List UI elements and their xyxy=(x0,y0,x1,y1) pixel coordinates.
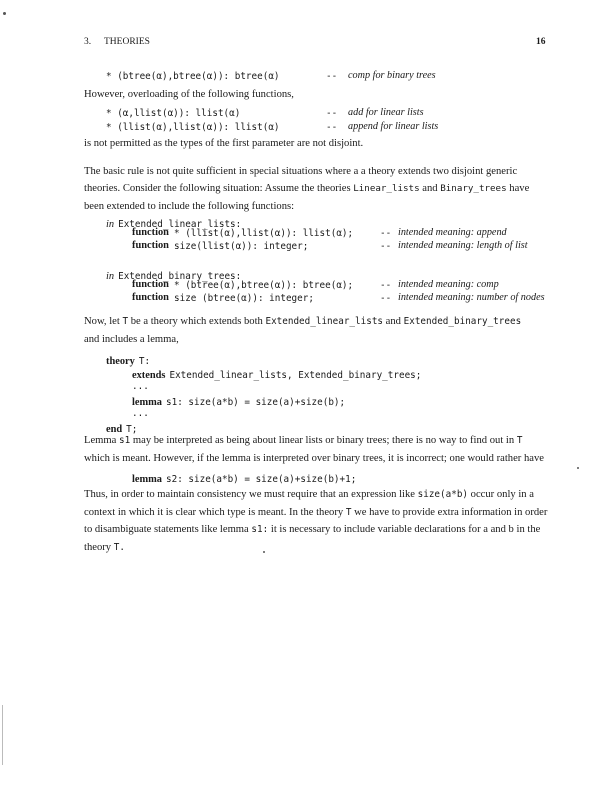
scan-speck xyxy=(3,12,6,15)
expression-code: size(a*b) xyxy=(417,489,469,500)
paragraph-line xyxy=(84,542,125,553)
line-text: Thus, in order to maintain consistency we must require that an expression like xyxy=(84,489,415,500)
line-text: theories. Consider the following situation: Assume the theories xyxy=(84,183,351,195)
paragraph-line xyxy=(84,524,540,535)
comment-dash: -- xyxy=(326,108,338,119)
theory-name: T; xyxy=(126,424,138,435)
line-text: Lemma xyxy=(84,435,117,446)
paragraph-basic-rule xyxy=(84,163,532,215)
comment-dash: -- xyxy=(326,122,338,133)
section-title: THEORIES xyxy=(104,37,150,47)
paragraph-line xyxy=(84,180,532,197)
function-comment: intended meaning: append xyxy=(398,227,507,238)
lemma-s2-code: s2: size(a*b) = size(a)+size(b)+1; xyxy=(166,474,357,485)
function-keyword: function xyxy=(132,279,169,290)
in-keyword: in xyxy=(106,219,115,230)
not-permitted-text: is not permitted as the types of the first parameter are not disjoint. xyxy=(84,138,364,149)
theory-name: Binary_trees xyxy=(440,183,507,195)
line-text: context in which it is clear which type is meant. In the theory xyxy=(84,507,344,518)
paragraph-line: been extended to include the following functions: xyxy=(84,200,295,212)
theory-name: Extended_linear_lists: xyxy=(118,219,242,230)
theory-name: Extended_binary_trees xyxy=(403,316,522,327)
comment-dash: -- xyxy=(380,228,392,239)
theory-T: T xyxy=(516,435,523,446)
line-text: and xyxy=(385,316,401,327)
theory-keyword: theory xyxy=(106,356,135,367)
ellipsis: ... xyxy=(132,408,149,419)
line-text: to disambiguate statements like lemma xyxy=(84,524,249,535)
function-comment: intended meaning: comp xyxy=(398,279,499,290)
overload-signature: * (llist(α),llist(α)): llist(α) xyxy=(106,122,280,133)
overload-comment: append for linear lists xyxy=(348,121,439,132)
line-text: it is necessary to include variable declarations for a and b in the xyxy=(270,524,541,535)
function-signature: * (llist(α),llist(α)): llist(α); xyxy=(174,228,354,239)
extends-keyword: extends xyxy=(132,370,166,381)
paragraph-line: and includes a lemma, xyxy=(84,334,179,345)
scan-speck xyxy=(577,467,579,469)
lemma-s1-code: s1: size(a*b) = size(a)+size(b); xyxy=(166,397,346,408)
line-text: theory xyxy=(84,542,112,553)
line-text: be a theory which extends both xyxy=(130,316,263,327)
function-keyword: function xyxy=(132,227,169,238)
overload-intro: However, overloading of the following functions, xyxy=(84,89,294,100)
comment-dash: -- xyxy=(380,241,392,252)
theory-T: T. xyxy=(113,542,125,553)
function-comment: intended meaning: number of nodes xyxy=(398,292,545,303)
function-comment: intended meaning: length of list xyxy=(398,240,528,251)
theory-T: T xyxy=(122,316,129,327)
extends-line xyxy=(132,365,421,383)
paragraph-lemma-s1 xyxy=(84,435,522,446)
page-number: 16 xyxy=(536,37,546,47)
theory-name: Linear_lists xyxy=(353,183,420,195)
line-text: Now, let xyxy=(84,316,120,327)
scan-edge-line xyxy=(2,705,3,765)
section-number: 3. xyxy=(84,37,92,47)
theory-T: T xyxy=(345,507,352,518)
end-keyword: end xyxy=(106,424,123,435)
paragraph-line: The basic rule is not quite sufficient in special situations where a a theory extends two disjoint generic xyxy=(84,166,518,177)
in-keyword: in xyxy=(106,271,115,282)
lemma-s2-line xyxy=(132,469,356,487)
line-text: occur only in a xyxy=(470,489,534,500)
function-keyword: function xyxy=(132,292,169,303)
theory-name: Extended_binary_trees: xyxy=(118,271,242,282)
paragraph-line: which is meant. However, if the lemma is interpreted over binary trees, it is incorrect; one would rather have xyxy=(84,453,544,464)
paragraph-line xyxy=(84,489,534,500)
lemma-keyword: lemma xyxy=(132,474,163,485)
lemma-name: s1 xyxy=(119,435,131,446)
theory-name: Extended_linear_lists xyxy=(265,316,384,327)
btree-comp-comment: comp for binary trees xyxy=(348,70,436,81)
theory-name: T: xyxy=(138,356,151,367)
lemma-keyword: lemma xyxy=(132,397,163,408)
ellipsis: ... xyxy=(132,381,149,392)
function-keyword: function xyxy=(132,240,169,251)
lemma-name: s1: xyxy=(251,524,269,535)
extends-list: Extended_linear_lists, Extended_binary_trees; xyxy=(169,370,422,381)
comment-dash: -- xyxy=(326,71,338,82)
line-text: have xyxy=(509,183,530,195)
comment-dash: -- xyxy=(380,293,392,304)
overload-signature: * (α,llist(α)): llist(α) xyxy=(106,108,241,119)
paragraph-line xyxy=(84,507,547,518)
paragraph-now-let xyxy=(84,316,521,327)
lemma-s1-line xyxy=(132,392,345,410)
overload-comment: add for linear lists xyxy=(348,107,424,118)
scan-speck xyxy=(263,551,265,553)
comment-dash: -- xyxy=(380,280,392,291)
line-text: we have to provide extra information in order xyxy=(354,507,548,518)
function-signature: size (btree(α)): integer; xyxy=(174,293,314,304)
btree-comp-signature: * (btree(α),btree(α)): btree(α) xyxy=(106,71,280,82)
function-signature: size(llist(α)): integer; xyxy=(174,241,309,252)
line-text: may be interpreted as being about linear lists or binary trees; there is no way to find out in xyxy=(132,435,515,446)
function-signature: * (btree(α),btree(α)): btree(α); xyxy=(174,280,354,291)
line-text: and xyxy=(422,183,438,195)
